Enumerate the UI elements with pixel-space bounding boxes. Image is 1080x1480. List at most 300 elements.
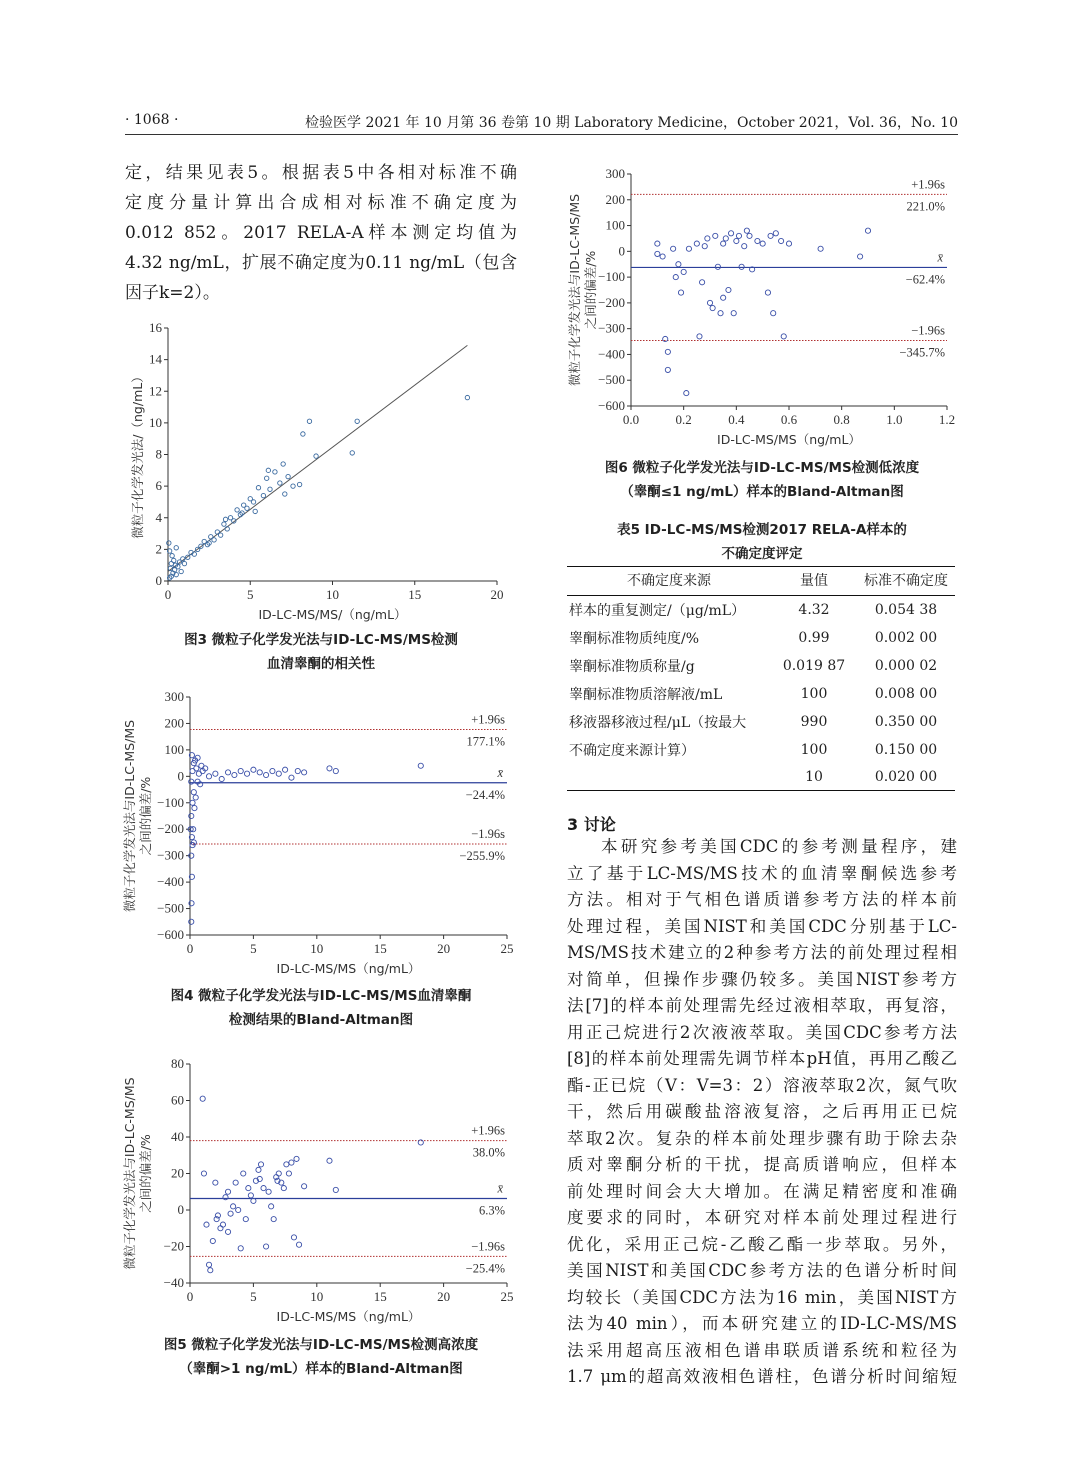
table-cell: 0.020 00 bbox=[857, 764, 955, 791]
table-header-cell: 标准不确定度 bbox=[857, 567, 955, 596]
table-header-cell: 不确定度来源 bbox=[567, 567, 771, 596]
x-axis-title: ID-LC-MS/MS/（ng/mL） bbox=[258, 607, 407, 622]
data-point bbox=[213, 771, 218, 776]
data-point bbox=[779, 238, 784, 243]
y-tick-label: −200 bbox=[598, 294, 625, 310]
fig5-chart bbox=[120, 1052, 520, 1330]
data-point bbox=[256, 486, 260, 490]
data-point bbox=[189, 779, 194, 784]
text-line: 萃取2次。复杂的样本前处理步骤有助于除去杂 bbox=[567, 1128, 957, 1148]
upper-limit-value: 177.1% bbox=[466, 734, 505, 749]
table-cell: 0.350 00 bbox=[874, 714, 938, 730]
lower-limit-label: −1.96s bbox=[911, 323, 945, 338]
data-point bbox=[228, 1211, 233, 1216]
data-point bbox=[747, 233, 752, 238]
table-cell: 4.32 bbox=[798, 602, 830, 618]
data-point bbox=[295, 768, 300, 773]
data-point bbox=[286, 1171, 291, 1176]
data-point bbox=[684, 391, 689, 396]
data-point bbox=[676, 262, 681, 267]
data-point bbox=[465, 395, 469, 399]
mean-label: x̄ bbox=[937, 250, 943, 265]
data-point bbox=[673, 275, 678, 280]
table-row bbox=[567, 736, 955, 764]
caption-line: 图6 微粒子化学发光法与ID-LC-MS/MS检测低浓度 bbox=[604, 460, 920, 476]
data-point bbox=[189, 919, 194, 924]
x-tick-label: 20 bbox=[437, 1289, 451, 1304]
data-point bbox=[200, 1096, 205, 1101]
data-point bbox=[273, 470, 277, 474]
data-point bbox=[665, 367, 670, 372]
text-line: 方法。相对于气相色谱质谱参考方法的样本前 bbox=[567, 890, 957, 909]
x-tick-label: 10 bbox=[310, 1289, 324, 1304]
x-tick-label: 20 bbox=[437, 941, 451, 956]
table-cell: 0.008 00 bbox=[874, 686, 938, 702]
journal-header: 检验医学 2021 年 10 月第 36 卷第 10 期 Laboratory Medicine，October 2021，Vol. 36，No. 10 bbox=[305, 115, 958, 131]
table-cell bbox=[567, 764, 771, 791]
y-tick-label: 10 bbox=[149, 414, 162, 430]
y-axis-title: 微粒子化学发光法与ID-LC-MS/MS bbox=[122, 719, 137, 913]
x-tick-label: 5 bbox=[250, 941, 257, 956]
data-point bbox=[246, 1186, 251, 1191]
x-tick-label: 0 bbox=[186, 941, 194, 956]
caption-line: （睾酮≤1 ng/mL）样本的Bland-Altman图 bbox=[620, 484, 904, 500]
text-line: 4.32 ng/mL，扩展不确定度为0.11 ng/mL（包含 bbox=[125, 253, 517, 273]
x-tick-label: 0.8 bbox=[833, 412, 850, 427]
data-point bbox=[736, 233, 741, 238]
x-tick-label: 1.0 bbox=[886, 412, 903, 427]
y-tick-label: 14 bbox=[149, 351, 162, 367]
data-point bbox=[172, 558, 176, 562]
discussion-paragraph bbox=[567, 834, 957, 1391]
y-tick-label: 6 bbox=[155, 478, 162, 494]
figure-3 bbox=[120, 318, 520, 630]
x-tick-label: 0.4 bbox=[728, 412, 745, 427]
data-point bbox=[190, 768, 195, 773]
x-tick-label: 0 bbox=[164, 587, 172, 602]
data-point bbox=[418, 1140, 423, 1145]
y-tick-label: 60 bbox=[171, 1092, 184, 1108]
y-tick-label: 0 bbox=[155, 573, 162, 588]
data-point bbox=[222, 522, 226, 526]
x-axis-title: ID-LC-MS/MS（ng/mL） bbox=[276, 1309, 421, 1324]
header-rule bbox=[125, 134, 958, 135]
data-point bbox=[256, 1167, 261, 1172]
text-line: 度要求的同时，本研究对样本前处理过程进行 bbox=[567, 1208, 957, 1227]
data-point bbox=[266, 468, 270, 472]
data-point bbox=[263, 772, 268, 777]
y-tick-label: 16 bbox=[149, 320, 162, 335]
figure-5 bbox=[120, 1052, 520, 1330]
data-point bbox=[251, 767, 256, 772]
table-cell: 990 bbox=[800, 714, 828, 730]
y-axis-title: 微粒子化学发光法与ID-LC-MS/MS bbox=[567, 193, 582, 387]
data-point bbox=[865, 228, 870, 233]
table-cell: 0.000 02 bbox=[874, 658, 938, 674]
data-point bbox=[182, 561, 186, 565]
data-point bbox=[276, 1171, 281, 1176]
table-row bbox=[567, 624, 955, 652]
data-point bbox=[233, 1180, 238, 1185]
data-point bbox=[206, 1262, 211, 1267]
table-title-line: 表5 ID-LC-MS/MS检测2017 RELA-A样本的 bbox=[617, 522, 907, 538]
x-tick-label: 25 bbox=[500, 1289, 514, 1304]
y-tick-label: 0 bbox=[177, 1202, 184, 1217]
y-axis-title: 之间的偏差/% bbox=[583, 250, 598, 330]
data-point bbox=[266, 1189, 271, 1194]
data-point bbox=[257, 770, 262, 775]
text-line: 法[7]的样本前处理需先经过液相萃取，再复溶， bbox=[567, 996, 957, 1015]
table-title-line: 不确定度评定 bbox=[721, 546, 803, 562]
data-point bbox=[261, 1186, 266, 1191]
text-line: 定，结果见表5。根据表5中各相对标准不确 bbox=[125, 163, 517, 183]
data-point bbox=[314, 454, 318, 458]
data-point bbox=[705, 236, 710, 241]
data-point bbox=[307, 419, 311, 423]
data-point bbox=[199, 763, 204, 768]
data-point bbox=[327, 1158, 332, 1163]
data-point bbox=[333, 1187, 338, 1192]
data-point bbox=[291, 484, 295, 488]
y-tick-label: −100 bbox=[157, 794, 184, 810]
data-point bbox=[220, 1222, 225, 1227]
section-heading: 3 讨论 bbox=[567, 815, 616, 834]
data-point bbox=[721, 295, 726, 300]
y-tick-label: 40 bbox=[171, 1129, 184, 1144]
table-cell: 100 bbox=[800, 742, 828, 758]
data-point bbox=[174, 546, 178, 550]
data-point bbox=[726, 287, 731, 292]
text-line: 法为40 min），而本研究建立的ID-LC-MS/MS bbox=[567, 1314, 957, 1333]
text-line: 前处理时间会大大增加。在满足精密度和准确 bbox=[567, 1181, 957, 1201]
caption-line: （睾酮>1 ng/mL）样本的Bland-Altman图 bbox=[179, 1361, 463, 1377]
data-point bbox=[238, 1246, 243, 1251]
data-point bbox=[269, 1204, 274, 1209]
data-point bbox=[225, 770, 230, 775]
x-tick-label: 10 bbox=[310, 941, 324, 956]
data-point bbox=[418, 763, 423, 768]
data-point bbox=[219, 776, 224, 781]
upper-limit-value: 221.0% bbox=[906, 199, 945, 214]
data-point bbox=[734, 238, 739, 243]
y-tick-label: −600 bbox=[598, 398, 625, 413]
y-tick-label: 20 bbox=[171, 1165, 184, 1181]
y-tick-label: −500 bbox=[598, 372, 625, 388]
data-point bbox=[167, 541, 171, 545]
data-point bbox=[223, 517, 227, 521]
table-row bbox=[567, 764, 955, 791]
x-tick-label: 0.6 bbox=[780, 412, 798, 427]
upper-limit-label: +1.96s bbox=[471, 1123, 505, 1138]
fig4-chart bbox=[120, 685, 520, 983]
data-point bbox=[297, 482, 301, 486]
lower-limit-value: −345.7% bbox=[899, 345, 945, 360]
data-point bbox=[265, 476, 269, 480]
data-point bbox=[742, 244, 747, 249]
data-point bbox=[660, 254, 665, 259]
data-point bbox=[350, 451, 354, 455]
y-tick-label: 200 bbox=[164, 715, 184, 731]
table-row bbox=[567, 596, 955, 625]
data-point bbox=[665, 349, 670, 354]
data-point bbox=[241, 1171, 246, 1176]
x-tick-label: 10 bbox=[326, 587, 339, 602]
table-header-row bbox=[567, 567, 955, 596]
data-point bbox=[194, 766, 199, 771]
y-tick-label: −600 bbox=[157, 927, 184, 942]
x-tick-label: 0 bbox=[186, 1289, 194, 1304]
figure-4-caption bbox=[125, 984, 517, 1032]
x-tick-label: 0.2 bbox=[675, 412, 692, 427]
data-point bbox=[694, 241, 699, 246]
text-line: 因子k=2）。 bbox=[125, 283, 220, 303]
data-point bbox=[218, 533, 222, 537]
text-line: 立了基于LC-MS/MS技术的血清睾酮候选参考 bbox=[567, 863, 957, 883]
data-point bbox=[702, 244, 707, 249]
data-point bbox=[707, 300, 712, 305]
data-point bbox=[681, 269, 686, 274]
data-point bbox=[765, 290, 770, 295]
data-point bbox=[268, 487, 272, 491]
data-point bbox=[302, 1184, 307, 1189]
caption-line: 图5 微粒子化学发光法与ID-LC-MS/MS检测高浓度 bbox=[163, 1337, 479, 1353]
x-tick-label: 15 bbox=[373, 1289, 387, 1304]
figure-6 bbox=[565, 162, 960, 460]
data-point bbox=[210, 1238, 215, 1243]
data-point bbox=[201, 1171, 206, 1176]
data-point bbox=[212, 538, 216, 542]
data-point bbox=[281, 1186, 286, 1191]
data-point bbox=[786, 241, 791, 246]
text-line: 酯-正已烷（V：V=3：2）溶液萃取2次，氮气吹 bbox=[567, 1075, 957, 1095]
data-point bbox=[213, 1180, 218, 1185]
y-tick-label: −400 bbox=[598, 346, 625, 362]
x-tick-label: 25 bbox=[500, 941, 514, 956]
data-point bbox=[755, 238, 760, 243]
upper-limit-label: +1.96s bbox=[471, 712, 505, 727]
lower-limit-label: −1.96s bbox=[471, 827, 505, 842]
table-5 bbox=[567, 566, 955, 791]
text-line: 优化，采用正己烷-乙酸乙酯一步萃取。另外， bbox=[567, 1234, 957, 1254]
text-line: 用正己烷进行2次液液萃取。美国CDC参考方法 bbox=[567, 1022, 957, 1042]
data-point bbox=[731, 311, 736, 316]
data-point bbox=[333, 768, 338, 773]
table-cell: 0.002 00 bbox=[874, 630, 938, 646]
data-point bbox=[276, 771, 281, 776]
data-point bbox=[245, 506, 249, 510]
text-line: MS/MS技术建立的2种参考方法的前处理过程相 bbox=[567, 943, 957, 962]
data-point bbox=[243, 1217, 248, 1222]
data-point bbox=[697, 334, 702, 339]
data-point bbox=[721, 241, 726, 246]
mean-label: x̄ bbox=[497, 1181, 503, 1196]
data-point bbox=[858, 254, 863, 259]
y-tick-label: −400 bbox=[157, 874, 184, 890]
text-line: 美国NIST和美国CDC参考方法的色谱分析时间 bbox=[567, 1261, 957, 1280]
upper-limit-value: 38.0% bbox=[472, 1145, 505, 1160]
upper-limit-label: +1.96s bbox=[911, 177, 945, 192]
mean-value: −62.4% bbox=[905, 272, 945, 287]
data-point bbox=[225, 1189, 230, 1194]
data-point bbox=[206, 774, 211, 779]
data-point bbox=[258, 1162, 263, 1167]
figure-5-caption bbox=[125, 1333, 517, 1381]
data-point bbox=[190, 800, 195, 805]
data-point bbox=[713, 233, 718, 238]
data-point bbox=[284, 1162, 289, 1167]
data-point bbox=[225, 1229, 230, 1234]
table-row bbox=[567, 652, 955, 680]
data-point bbox=[327, 766, 332, 771]
data-point bbox=[261, 493, 265, 497]
data-point bbox=[196, 771, 201, 776]
x-tick-label: 15 bbox=[373, 941, 387, 956]
data-point bbox=[773, 231, 778, 236]
table-cell: 不确定度来源计算） bbox=[569, 743, 695, 759]
data-point bbox=[236, 1207, 241, 1212]
data-point bbox=[715, 264, 720, 269]
table-cell: 0.019 87 bbox=[782, 658, 846, 674]
x-tick-label: 15 bbox=[408, 587, 422, 602]
data-point bbox=[781, 334, 786, 339]
data-point bbox=[301, 432, 305, 436]
data-point bbox=[204, 1222, 209, 1227]
data-point bbox=[238, 768, 243, 773]
data-point bbox=[739, 264, 744, 269]
data-point bbox=[271, 1217, 276, 1222]
y-tick-label: 200 bbox=[605, 191, 625, 207]
data-point bbox=[686, 246, 691, 251]
data-point bbox=[191, 790, 196, 795]
mean-label: x̄ bbox=[497, 765, 503, 780]
y-tick-label: −20 bbox=[163, 1238, 184, 1254]
figure-4 bbox=[120, 685, 520, 983]
table-cell: 样本的重复测定/（μg/mL） bbox=[569, 603, 746, 619]
data-point bbox=[208, 1268, 213, 1273]
caption-line: 图3 微粒子化学发光法与ID-LC-MS/MS检测 bbox=[184, 632, 458, 648]
data-point bbox=[179, 569, 183, 573]
figure-3-caption bbox=[125, 628, 517, 676]
text-line: 质对睾酮分析的干扰，提高质谱响应，但样本 bbox=[567, 1155, 957, 1174]
table-header-cell: 量值 bbox=[771, 567, 857, 596]
y-tick-label: 4 bbox=[155, 509, 162, 525]
data-point bbox=[718, 311, 723, 316]
data-point bbox=[294, 1156, 299, 1161]
y-tick-label: −200 bbox=[157, 821, 184, 837]
x-tick-label: 1.2 bbox=[938, 412, 956, 427]
y-tick-label: 80 bbox=[171, 1056, 184, 1071]
y-tick-label: 0 bbox=[177, 768, 184, 784]
table-cell: 0.99 bbox=[798, 630, 830, 646]
mean-value: −24.4% bbox=[465, 787, 505, 802]
data-point bbox=[192, 805, 197, 810]
data-point bbox=[768, 233, 773, 238]
text-line: 对简单，但操作步骤仍较多。美国NIST参考方 bbox=[567, 969, 957, 989]
text-line: 均较长（美国CDC方法为16 min，美国NIST方 bbox=[567, 1287, 957, 1307]
lower-limit-label: −1.96s bbox=[471, 1239, 505, 1254]
y-tick-label: −40 bbox=[163, 1275, 184, 1290]
y-tick-label: 8 bbox=[155, 446, 162, 462]
fig6-chart bbox=[565, 162, 960, 460]
lower-limit-value: −25.4% bbox=[465, 1261, 505, 1276]
table-row bbox=[567, 708, 955, 736]
fig3-chart bbox=[120, 318, 520, 630]
data-point bbox=[251, 500, 255, 504]
table-cell: 100 bbox=[800, 686, 828, 702]
data-point bbox=[771, 311, 776, 316]
page-number: · 1068 · bbox=[125, 112, 179, 128]
data-point bbox=[283, 767, 288, 772]
data-point bbox=[263, 1244, 268, 1249]
table-cell: 0.150 00 bbox=[874, 742, 938, 758]
data-point bbox=[302, 770, 307, 775]
data-point bbox=[700, 280, 705, 285]
data-point bbox=[296, 1242, 301, 1247]
table-row bbox=[567, 680, 955, 708]
text-line: 1.7 μm的超高效液相色谱柱，色谱分析时间缩短 bbox=[567, 1367, 957, 1386]
data-point bbox=[218, 1226, 223, 1231]
y-axis-title: 微粒子化学发光法/（ng/mL） bbox=[130, 370, 145, 539]
data-point bbox=[248, 1193, 253, 1198]
data-point bbox=[710, 305, 715, 310]
y-tick-label: −500 bbox=[157, 900, 184, 916]
y-tick-label: 100 bbox=[605, 217, 625, 233]
caption-line: 图4 微粒子化学发光法与ID-LC-MS/MS血清睾酮 bbox=[170, 988, 472, 1004]
lower-limit-value: −255.9% bbox=[459, 849, 505, 864]
data-point bbox=[253, 509, 257, 513]
table-cell: 10 bbox=[771, 764, 857, 791]
data-point bbox=[244, 771, 249, 776]
y-tick-label: 2 bbox=[155, 541, 162, 557]
data-point bbox=[189, 813, 194, 818]
text-line: 定度分量计算出合成相对标准不确定度为 bbox=[125, 193, 517, 213]
y-tick-label: −100 bbox=[598, 269, 625, 285]
data-point bbox=[270, 768, 275, 773]
data-point bbox=[231, 1204, 236, 1209]
caption-line: 检测结果的Bland-Altman图 bbox=[228, 1012, 414, 1028]
left-paragraph bbox=[125, 158, 517, 308]
data-point bbox=[283, 492, 287, 496]
table-5-title bbox=[567, 518, 957, 566]
data-point bbox=[289, 775, 294, 780]
table-cell: 睾酮标准物质溶解液/mL bbox=[569, 687, 723, 703]
y-tick-label: 300 bbox=[164, 689, 184, 704]
data-point bbox=[760, 241, 765, 246]
x-axis-title: ID-LC-MS/MS（ng/mL） bbox=[717, 432, 861, 447]
y-tick-label: 0 bbox=[618, 243, 625, 259]
x-axis-title: ID-LC-MS/MS（ng/mL） bbox=[276, 961, 421, 976]
y-tick-label: 12 bbox=[149, 383, 162, 399]
y-tick-label: 300 bbox=[605, 166, 625, 181]
data-point bbox=[723, 236, 728, 241]
data-point bbox=[289, 1160, 294, 1165]
x-tick-label: 0.0 bbox=[622, 412, 640, 427]
table-cell: 移液器移液过程/μL（按最大 bbox=[569, 715, 747, 731]
data-point bbox=[193, 795, 198, 800]
figure-6-caption bbox=[567, 456, 957, 504]
table-cell: 睾酮标准物质称量/g bbox=[569, 659, 695, 675]
y-tick-label: −300 bbox=[598, 320, 625, 336]
data-point bbox=[818, 246, 823, 251]
data-point bbox=[170, 554, 174, 558]
data-point bbox=[281, 462, 285, 466]
y-axis-title: 之间的偏差/% bbox=[138, 776, 153, 856]
table-cell: 0.054 38 bbox=[874, 602, 938, 618]
y-tick-label: −300 bbox=[157, 847, 184, 863]
data-point bbox=[728, 231, 733, 236]
data-point bbox=[744, 228, 749, 233]
data-point bbox=[286, 474, 290, 478]
